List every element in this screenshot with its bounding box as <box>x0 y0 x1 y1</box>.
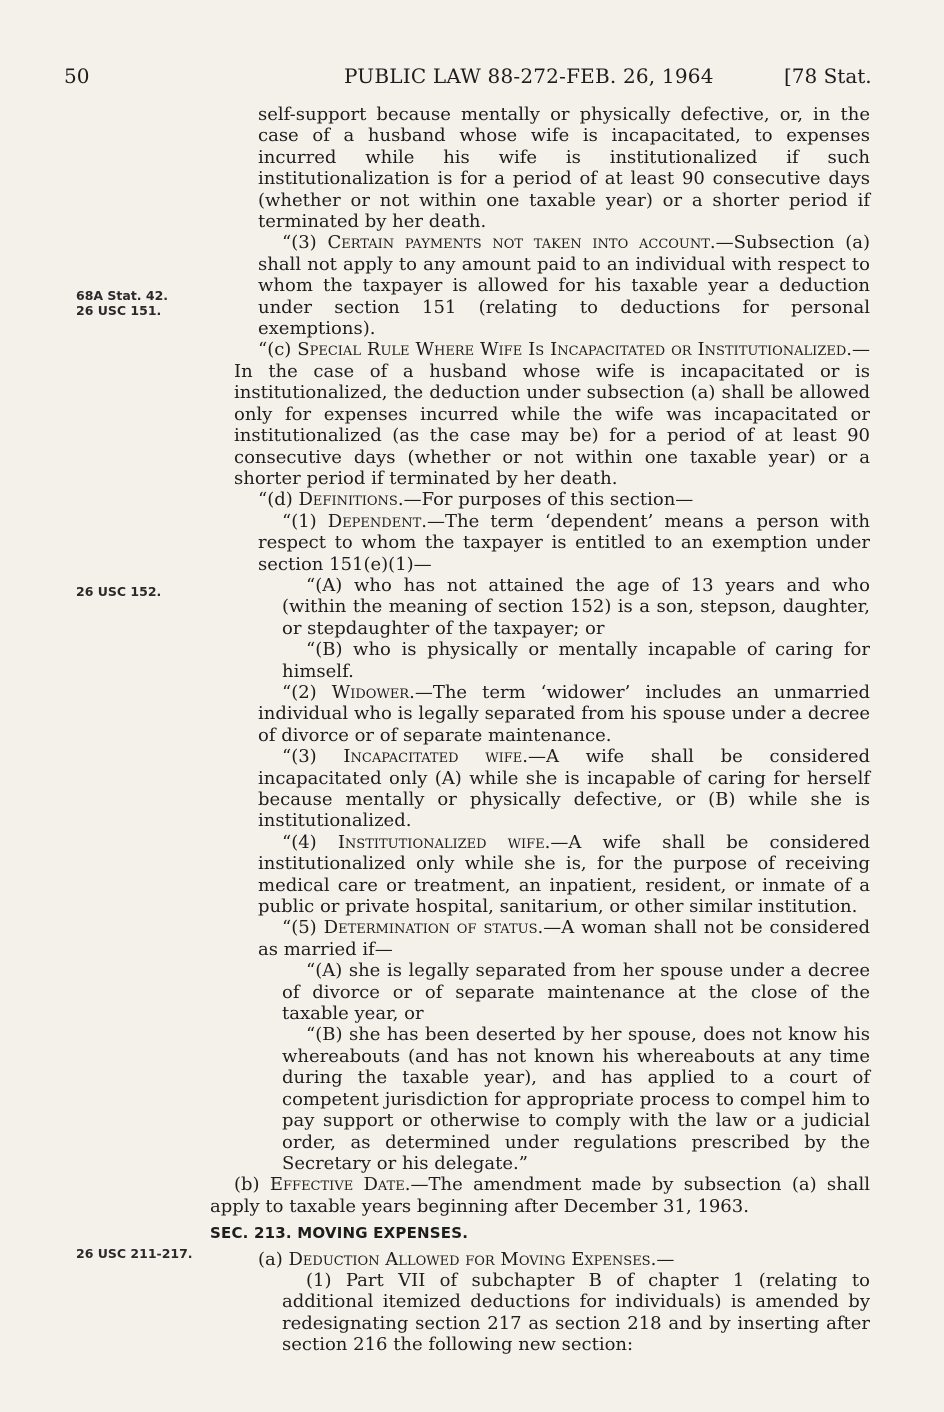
paragraph-heading: Special Rule Where Wife Is Incapacitated or Institutionalized. <box>297 339 852 361</box>
paragraph-heading: Certain payments not taken into account. <box>327 232 716 254</box>
running-title: PUBLIC LAW 88-272-FEB. 26, 1964 <box>344 64 714 88</box>
paragraph-text: —A wife shall be considered incapacitated only (A) while she is incapable of caring for herself because mentally or physically defective, or (B) while she is institutionalized. <box>258 746 871 832</box>
paragraph-heading: Deduction Allowed for Moving Expenses. <box>288 1248 657 1270</box>
paragraph-text: —The term ‘dependent’ means a person with respect to whom the taxpayer is entitled to an exemption under section 151(e)(1)— <box>258 510 870 575</box>
paragraph-label: (a) <box>258 1248 289 1270</box>
paragraph-label: “(3) <box>282 746 344 768</box>
paragraph-status-b: “(B) she has been deserted by her spouse, does not know his whereabouts (and has not known his whereabouts at any time during the taxable year), and has applied to a court of competent jurisdiction for appropriate process to compel him to pay support or otherwise to comply with the law or a judicial order, as determined under regulations prescribed by the Secretary or his delegate.” <box>282 1024 870 1174</box>
paragraph-part-vii: (1) Part VII of subchapter B of chapter 1 (relating to additional itemized deductions for individuals) is amended by redesignating section 217 as section 218 and by inserting after section 216 the following new section: <box>282 1269 870 1356</box>
paragraph-label: “(3) <box>282 232 328 254</box>
paragraph-text: —Subsection (a) shall not apply to any amount paid to an individual with respect to whom the taxpayer is allowed for his taxable year a deduction under section 151 (relating to deductions for personal exemptions). <box>258 232 871 340</box>
paragraph-heading: Definitions. <box>298 489 404 511</box>
paragraph-continuation: self-support because mentally or physically defective, or, in the case of a husband whose wife is incapacitated, to expenses incurred while his wife is institutionalized if such institutionalization is for a period of at least 90 consecutive days (whether or not within one taxable year) or a shorter period if terminated by her death. <box>258 104 870 233</box>
paragraph-label: “(5) <box>282 917 324 939</box>
paragraph-text: —The amendment made by subsection (a) shall apply to taxable years beginning after December 31, 1963. <box>210 1174 870 1217</box>
paragraph-definitions <box>210 489 870 510</box>
paragraph-heading: Determination of status. <box>323 917 544 939</box>
paragraph-heading: Widower. <box>331 681 415 703</box>
margin-note-usc152: 26 USC 152. <box>76 584 162 599</box>
document-body <box>210 104 870 1356</box>
paragraph-deduction-allowed <box>210 1249 870 1270</box>
paragraph-text: —The term ‘widower’ includes an unmarried individual who is legally separated from his spouse under a decree of divorce or of separate maintenance. <box>258 681 871 746</box>
paragraph-text: —A wife shall be considered institutionalized only while she is, for the purpose of receiving medical care or treatment, an inpatient, resident, or inmate of a public or private hospital, sanitarium, or other similar institution. <box>258 831 871 918</box>
paragraph-label: (b) <box>234 1174 270 1196</box>
paragraph-heading: Effective Date. <box>269 1174 411 1196</box>
paragraph-status-a: “(A) she is legally separated from her spouse under a decree of divorce or of separate maintenance at the close of the taxable year, or <box>282 960 870 1025</box>
statute-reference: [78 Stat. <box>784 64 872 88</box>
paragraph-heading: Incapacitated wife. <box>343 746 528 768</box>
paragraph-label: “(4) <box>282 831 338 853</box>
section-heading: SEC. 213. MOVING EXPENSES. <box>210 1224 469 1243</box>
paragraph-label: “(c) <box>258 339 298 361</box>
paragraph-determination-of-status <box>210 917 870 960</box>
paragraph-certain-payments <box>210 232 870 339</box>
paragraph-label: “(2) <box>282 681 332 703</box>
page-header <box>0 60 944 90</box>
paragraph-text: — <box>656 1248 675 1270</box>
paragraph-effective-date <box>210 1174 870 1217</box>
paragraph-text: —In the case of a husband whose wife is incapacitated or is institutionalized, the deduction under subsection (a) shall be allowed only for expenses incurred while the wife was incapacitated or institutionalized (as the case may be) for a period of at least 90 consecutive days (whether or not within one taxable year) or a shorter period if terminated by her death. <box>234 339 870 489</box>
paragraph-label: “(1) <box>282 510 328 532</box>
page-number: 50 <box>64 64 90 88</box>
paragraph-heading: Dependent. <box>327 510 427 532</box>
paragraph-heading: Institutionalized wife. <box>337 831 551 853</box>
paragraph-dependent <box>210 511 870 575</box>
paragraph-text: —For purposes of this section— <box>403 489 694 511</box>
margin-note-usc211: 26 USC 211-217. <box>76 1246 193 1261</box>
paragraph-institutionalized-wife <box>210 832 870 918</box>
margin-note-line: 68A Stat. 42. <box>76 288 169 303</box>
paragraph-dependent-a: “(A) who has not attained the age of 13 years and who (within the meaning of section 152) is a son, stepson, daughter, or stepdaughter of the taxpayer; or <box>282 574 870 639</box>
paragraph-widower <box>210 682 870 746</box>
paragraph-label: “(d) <box>258 489 299 511</box>
margin-note-stat <box>76 288 206 318</box>
paragraph-incapacitated-wife <box>210 746 870 832</box>
paragraph-special-rule <box>210 339 870 489</box>
paragraph-text: —A woman shall not be considered as married if— <box>258 917 870 960</box>
paragraph-dependent-b: “(B) who is physically or mentally incapable of caring for himself. <box>282 639 870 682</box>
margin-note-line: 26 USC 151. <box>76 303 162 318</box>
